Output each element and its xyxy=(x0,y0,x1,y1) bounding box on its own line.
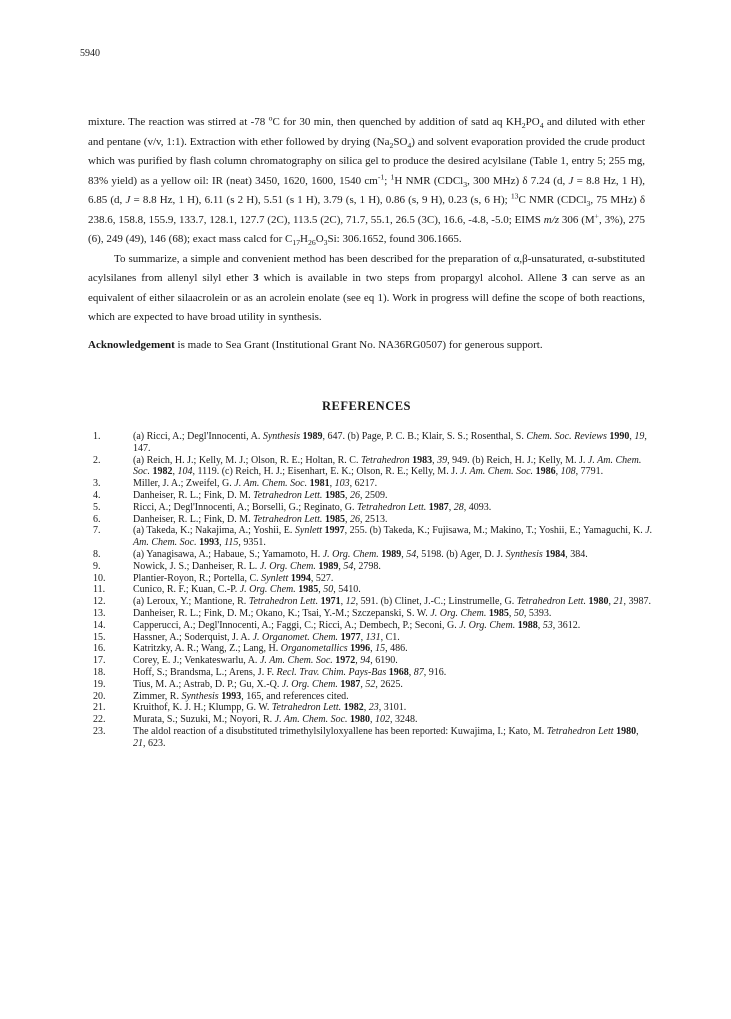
reference-item xyxy=(93,620,653,632)
references-list xyxy=(93,431,653,750)
reference-item xyxy=(93,514,653,526)
reference-item xyxy=(93,608,653,620)
reference-item xyxy=(93,679,653,691)
reference-number: 12. xyxy=(93,596,106,608)
reference-item xyxy=(93,525,653,549)
reference-text: Murata, S.; Suzuki, M.; Noyori, R. J. Am. Chem. Soc. 1980, 102, 3248. xyxy=(133,714,418,726)
experimental-paragraph: mixture. The reaction was stirred at -78 $^o$C for 30 min, then quenched by addition of satd aq $KH_2PO_4$ and diluted with ether and pentane (v/v, 1:1). Extraction with ether followed by drying $(Na_2SO_4)$ and solvent evaporation provided the crude product which was purified by flash column chromatography on silica gel to produce the desired acylsilane (Table 1, entry 5; 255 mg, 83% yield) as a yellow oil: IR (neat) 3450, 1620, 1600, 1540 $cm^{-1}$; $^1$H NMR (CDCl$_3$, 300 MHz) δ 7.24 (d, J = 8.8 Hz, 1 H), 6.85 (d, J = 8.8 Hz, 1 H), 6.11 (s 2 H), 5.51 (s 1 H), 3.79 (s, 1 H), 0.86 (s, 9 H), 0.23 (s, 6 H); $^{13}$C NMR (CDCl$_3$, 75 MHz) δ 238.6, 158.8, 155.9, 133.7, 128.1, 127.7 (2C), 113.5 (2C), 71.7, 55.1, 26.5 (3C), 16.6, -4.8, -5.0; EIMS m/z 306 (M+, 3%), 275 (6), 249 (49), 146 (68); exact mass calcd for $C_{17}H_{26}O_3Si$: 306.1652, found 306.1665. xyxy=(88,113,646,248)
reference-text: Danheiser, R. L.; Fink, D. M.; Okano, K.; Tsai, Y.-M.; Szczepanski, S. W. J. Org. Chem. 1985, 50, 5393. xyxy=(133,607,552,619)
reference-item xyxy=(93,726,653,750)
reference-item xyxy=(93,655,653,667)
reference-text: (a) Leroux, Y.; Mantione, R. Tetrahedron Lett. 1971, 12, 591. (b) Clinet, J.-C.; Linstrumelle, G. Tetrahedron Lett. 1980, 21, 3987. xyxy=(133,596,651,608)
reference-item xyxy=(93,490,653,502)
reference-number: 11. xyxy=(93,584,106,596)
reference-text: Hassner, A.; Soderquist, J. A. J. Organomet. Chem. 1977, 131, C1. xyxy=(133,631,400,643)
reference-number: 19. xyxy=(93,678,106,690)
reference-text: Zimmer, R. Synthesis 1993, 165, and references cited. xyxy=(133,690,349,702)
reference-number: 21. xyxy=(93,702,106,714)
reference-item xyxy=(93,584,653,596)
reference-number: 20. xyxy=(93,690,106,702)
reference-number: 22. xyxy=(93,714,106,726)
reference-item xyxy=(93,561,653,573)
reference-number: 5. xyxy=(93,501,101,513)
reference-text: Tius, M. A.; Astrab, D. P.; Gu, X.-Q. J. Org. Chem. 1987, 52, 2625. xyxy=(133,678,403,690)
reference-number: 3. xyxy=(93,478,101,490)
reference-item xyxy=(93,455,653,479)
page-number: 5940 xyxy=(80,48,100,59)
reference-item xyxy=(93,643,653,655)
reference-text: (a) Ricci, A.; Degl'Innocenti, A. Synthesis 1989, 647. (b) Page, P. C. B.; Klair, S. S.; Rosenthal, S. Chem. Soc. Reviews 1990, 19, 147. xyxy=(133,431,647,454)
reference-number: 10. xyxy=(93,572,106,584)
reference-item xyxy=(93,502,653,514)
reference-item xyxy=(93,691,653,703)
reference-item xyxy=(93,596,653,608)
reference-text: Cunico, R. F.; Kuan, C.-P. J. Org. Chem. 1985, 50, 5410. xyxy=(133,584,361,596)
reference-text: Miller, J. A.; Zweifel, G. J. Am. Chem. Soc. 1981, 103, 6217. xyxy=(133,478,378,490)
reference-number: 2. xyxy=(93,454,101,466)
reference-number: 1. xyxy=(93,431,101,442)
reference-item xyxy=(93,632,653,644)
reference-number: 7. xyxy=(93,525,101,537)
reference-item xyxy=(93,667,653,679)
reference-number: 13. xyxy=(93,607,106,619)
reference-text: Kruithof, K. J. H.; Klumpp, G. W. Tetrahedron Lett. 1982, 23, 3101. xyxy=(133,702,407,714)
acknowledgement-paragraph xyxy=(88,336,645,356)
reference-number: 17. xyxy=(93,655,106,667)
reference-number: 18. xyxy=(93,666,106,678)
references-heading: REFERENCES xyxy=(321,399,412,413)
reference-text: Plantier-Royon, R.; Portella, C. Synlett 1994, 527. xyxy=(133,572,334,584)
acknowledgement-label: Acknowledgement xyxy=(88,338,175,351)
reference-text: The aldol reaction of a disubstituted trimethylsilyloxyallene has been reported: Kuwajima, I.; Kato, M. Tetrahedron Lett 1980, 21, 623. xyxy=(133,725,639,749)
reference-text: Danheiser, R. L.; Fink, D. M. Tetrahedron Lett. 1985, 26, 2509. xyxy=(133,489,388,501)
reference-text: (a) Yanagisawa, A.; Habaue, S.; Yamamoto, H. J. Org. Chem. 1989, 54, 5198. (b) Ager, D. J. Synthesis 1984, 384. xyxy=(133,548,588,560)
reference-number: 4. xyxy=(93,489,101,501)
reference-text: Katritzky, A. R.; Wang, Z.; Lang, H. Organometallics 1996, 15, 486. xyxy=(133,643,408,655)
reference-item xyxy=(93,478,653,490)
reference-number: 9. xyxy=(93,560,101,572)
reference-number: 14. xyxy=(93,619,106,631)
reference-number: 16. xyxy=(93,643,106,655)
reference-item xyxy=(93,714,653,726)
reference-number: 8. xyxy=(93,548,101,560)
body-text xyxy=(88,113,645,355)
reference-text: Corey, E. J.; Venkateswarlu, A. J. Am. Chem. Soc. 1972, 94, 6190. xyxy=(133,655,398,667)
reference-item xyxy=(93,549,653,561)
reference-item xyxy=(93,431,653,455)
reference-text: Hoff, S.; Brandsma, L.; Arens, J. F. Recl. Trav. Chim. Pays-Bas 1968, 87, 916. xyxy=(133,666,447,678)
reference-text: Capperucci, A.; Degl'Innocenti, A.; Faggi, C.; Ricci, A.; Dembech, P.; Seconi, G. J. Org. Chem. 1988, 53, 3612. xyxy=(133,619,581,631)
reference-item xyxy=(93,573,653,585)
reference-item xyxy=(93,702,653,714)
reference-text: Ricci, A.; Degl'Innocenti, A.; Borselli, G.; Reginato, G. Tetrahedron Lett. 1987, 28, 4093. xyxy=(133,501,492,513)
reference-number: 15. xyxy=(93,631,106,643)
reference-text: Danheiser, R. L.; Fink, D. M. Tetrahedron Lett. 1985, 26, 2513. xyxy=(133,513,388,525)
reference-number: 23. xyxy=(93,725,106,737)
reference-number: 6. xyxy=(93,513,101,525)
reference-text: (a) Takeda, K.; Nakajima, A.; Yoshii, E. Synlett 1997, 255. (b) Takeda, K.; Fujisawa, M.; Makino, T.; Yoshii, E.; Yamaguchi, K. J. Am. Chem. Soc. 1993, 115, 9351. xyxy=(133,525,653,549)
reference-text: (a) Reich, H. J.; Kelly, M. J.; Olson, R. E.; Holtan, R. C. Tetrahedron 1983, 39, 949. (b) Reich, H. J.; Kelly, M. J. J. Am. Chem. Soc. 1982, 104, 1119. (c) Reich, H. J.; Eisenhart, E. K.; Olson, R. E.; Kelly, M. J. J. Am. Chem. Soc. 1986, 108, 7791. xyxy=(133,454,642,478)
summary-paragraph: To summarize, a simple and convenient method has been described for the preparation of α,β-unsaturated, α-substituted acylsilanes from allenyl silyl ether 3 which is available in two steps from propargyl alcohol. Allene 3 can serve as an equivalent of either silaacrolein or as an acrolein enolate (see eq 1). Work in progress will define the scope of both reactions, which are expected to have broad utility in synthesis. xyxy=(88,252,645,323)
reference-text: Nowick, J. S.; Danheiser, R. L. J. Org. Chem. 1989, 54, 2798. xyxy=(133,560,381,572)
acknowledgement-text: is made to Sea Grant (Institutional Grant No. NA36RG0507) for generous support. xyxy=(174,338,543,351)
